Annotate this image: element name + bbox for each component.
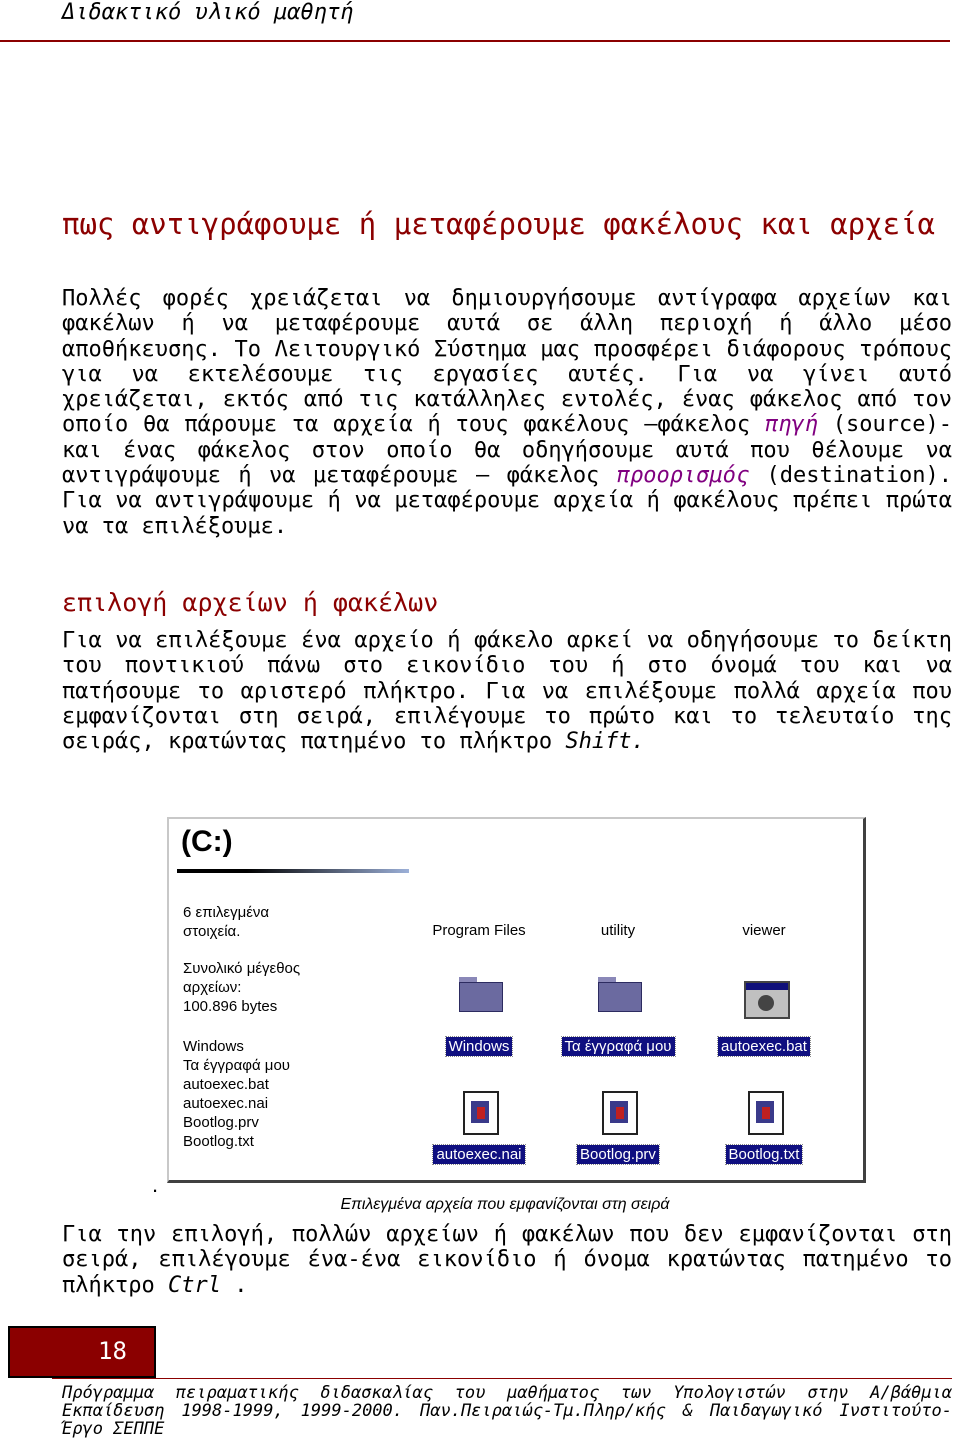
selected-item-name: Windows	[183, 1038, 244, 1055]
file-item-autoexec-nai[interactable]	[419, 1067, 539, 1163]
selected-item-name: Bootlog.prv	[183, 1114, 259, 1131]
selected-item-name: autoexec.nai	[183, 1095, 269, 1112]
info-line: 100.896 bytes	[183, 998, 278, 1015]
ctrl-key-term: Ctrl	[167, 1272, 221, 1298]
figure-dot: .	[152, 1172, 159, 1197]
paragraph-ctrl-selection	[62, 1222, 952, 1298]
running-footer: Πρόγραμμα πειραματικής διδασκαλίας του μαθήματος των Υπολογιστών στην Α/βάθμια Εκπαίδευση 1998-1999, 1999-2000. Παν.Πειραιώς-Τμ.Πληρ/κής & Παιδαγωγικό Ινστιτούτο-Έργο ΣΕΠΠΕ	[62, 1383, 952, 1439]
selected-items-list	[183, 1037, 290, 1151]
header-rule	[0, 40, 950, 42]
item-label: Bootlog.prv	[558, 1146, 678, 1163]
selection-count-info	[183, 903, 269, 941]
folder-item-program-files[interactable]	[419, 843, 539, 939]
item-label: Bootlog.txt	[704, 1146, 824, 1163]
folder-item-my-documents[interactable]	[558, 959, 678, 1055]
folder-item-utility[interactable]	[558, 843, 678, 939]
folder-item-windows[interactable]	[419, 959, 539, 1055]
info-line: αρχείων:	[183, 979, 242, 996]
source-term: πηγή	[764, 412, 818, 438]
paragraph3-text-a: Για την επιλογή, πολλών αρχείων ή φακέλων που δεν εμφανίζονται στη σειρά, επιλέγουμε ένα-ένα εικονίδιο ή όνομα κρατώντας πατημένο το πλήκτρο	[62, 1222, 952, 1298]
paragraph1-text-b: (source)- και ένας φάκελος στον οποίο θα οδηγήσουμε αυτά που θέλουμε να αντιγράψουμε ή να μεταφέρουμε – φάκελος	[62, 412, 953, 489]
paragraph3-text-b: .	[220, 1272, 248, 1298]
figure-caption: Επιλεγμένα αρχεία που εμφανίζονται στη σειρά	[340, 1196, 670, 1213]
destination-term: προορισμός	[616, 463, 750, 489]
folder-icon	[459, 977, 501, 1009]
info-line: 6 επιλεγμένα	[183, 904, 270, 921]
info-line: Συνολικό μέγεθος	[183, 960, 301, 977]
file-item-autoexec-bat[interactable]	[704, 959, 824, 1055]
selected-item-name: Τα έγγραφά μου	[183, 1057, 290, 1074]
document-icon	[463, 1091, 499, 1135]
selection-size-info	[183, 959, 300, 1016]
selected-item-name: Bootlog.txt	[183, 1133, 254, 1150]
item-label: utility	[600, 922, 636, 939]
document-icon	[602, 1091, 638, 1135]
subsection-title: επιλογή αρχείων ή φακέλων	[62, 588, 439, 617]
shift-key-term: Shift.	[565, 729, 645, 755]
item-label: Τα έγγραφά μου	[558, 1038, 678, 1055]
item-label: viewer	[742, 922, 786, 939]
footer-rule	[52, 1378, 952, 1379]
file-item-bootlog-prv[interactable]	[558, 1067, 678, 1163]
paragraph1-text-c: (destination). Για να αντιγράψουμε ή να μεταφέρουμε αρχεία ή φακέλους πρέπει πρώτα να τα επιλέξουμε.	[62, 463, 952, 539]
drive-title-rule	[177, 869, 409, 873]
paragraph-copy-move-intro	[62, 286, 952, 539]
selected-item-name: autoexec.bat	[183, 1076, 269, 1093]
running-header: Διδακτικό υλικό μαθητή	[62, 0, 354, 25]
paragraph2-text: Για να επιλέξουμε ένα αρχείο ή φάκελο αρκεί να οδηγήσουμε το δείκτη του ποντικιού πάνω στο εικονίδιο του ή στο όνομά του και να πατήσουμε το αριστερό πλήκτρο. Για να επιλέξουμε πολλά αρχεία που εμφανίζονται στη σειρά, επιλέγουμε το πρώτο και το τελευταίο της σειράς, κρατώντας πατημένο το πλήκτρο	[62, 628, 952, 755]
item-label: autoexec.nai	[419, 1146, 539, 1163]
section-title: πως αντιγράφουμε ή μεταφέρουμε φακέλους και αρχεία	[62, 207, 935, 241]
folder-item-viewer[interactable]	[704, 843, 824, 939]
folder-icon	[598, 977, 640, 1009]
item-label: Program Files	[432, 922, 526, 939]
info-line: στοιχεία.	[183, 923, 241, 940]
item-label: Windows	[419, 1038, 539, 1055]
drive-title: (C:)	[181, 825, 233, 858]
paragraph-selection	[62, 628, 952, 754]
paragraph1-text-a: Πολλές φορές χρειάζεται να δημιουργήσουμε αντίγραφα αρχείων και φακέλων ή να μεταφέρουμε αυτά σε άλλη περιοχή ή άλλο μέσο αποθήκευσης. Το Λειτουργικό Σύστημα μας προσφέρει διάφορους τρόπους για να εκτελέσουμε τις εργασίες αυτές. Για να γίνει αυτό χρειάζεται, εκτός από τις κατάλληλες εντολές, ένας φάκελος από τον οποίο θα πάρουμε τα αρχεία ή τους φακέλους –φάκελος	[62, 286, 952, 438]
document-icon	[748, 1091, 784, 1135]
batch-file-icon	[744, 981, 790, 1019]
page-number-box	[8, 1326, 156, 1378]
file-item-bootlog-txt[interactable]	[704, 1067, 824, 1163]
item-label: autoexec.bat	[704, 1038, 824, 1055]
page-number: 18	[98, 1337, 127, 1365]
explorer-screenshot	[167, 817, 866, 1183]
